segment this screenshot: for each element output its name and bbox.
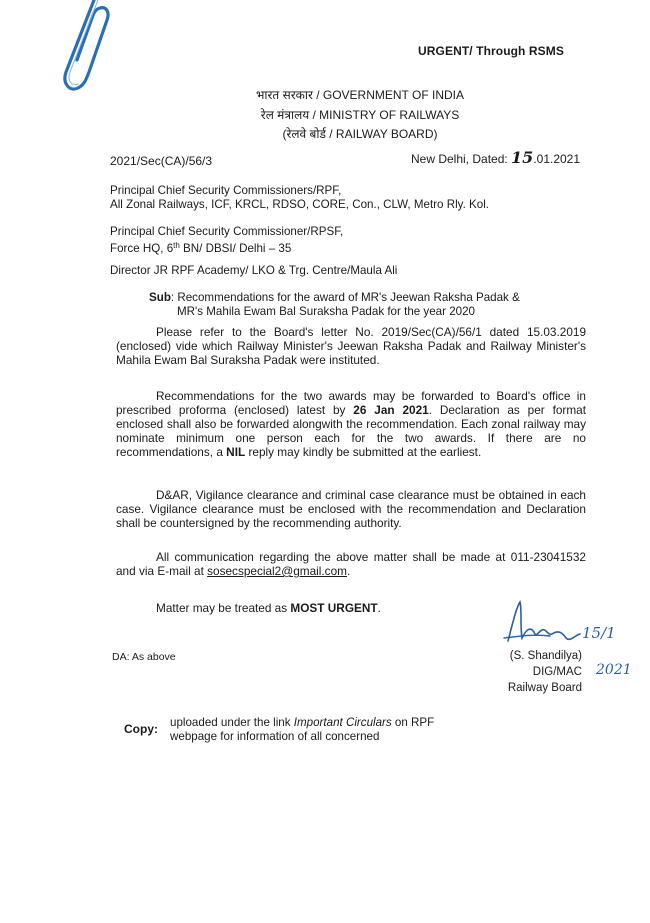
header-government: भारत सरकार / GOVERNMENT OF INDIA [255,88,464,102]
most-urgent-text: MOST URGENT [290,601,378,615]
deadline-date: 26 Jan 2021 [353,403,429,417]
header-board: (रेलवे बोर्ड / RAILWAY BOARD) [282,127,438,141]
subject-line: : Recommendations for the award of MR's Jeewan Raksha Padak & [170,291,520,304]
copy-text: uploaded under the link Important Circulars on RPF webpage for information of all concerned [170,716,435,743]
addressee-line: All Zonal Railways, ICF, KRCL, RDSO, CORE, Con., CLW, Metro Rly. Kol. [110,198,490,211]
signatory-name: (S. Shandilya) [509,650,582,662]
paragraph-urgent: Matter may be treated as MOST URGENT. [156,601,381,615]
date-day-handwritten: 15 [511,148,534,167]
date-line [411,148,580,167]
date-prefix: New Delhi, Dated: [411,152,512,166]
subject-label: Sub [149,291,171,304]
email-link[interactable]: sosecspecial2@gmail.com [207,564,347,578]
enclosure-note: DA: As above [112,651,176,663]
addressee-line: Principal Chief Security Commissioner/RPSF, [110,225,344,238]
addressee-line: Force HQ, 6th BN/ DBSI/ Delhi – 35 [110,241,292,255]
paragraph-reference: Please refer to the Board's letter No. 2019/Sec(CA)/56/1 dated 15.03.2019 (enclosed) vide which Railway Minister's Jeewan Raksha Padak and Railway Minister's Mahila Ewam Bal Suraksha Padak were instituted. [116,325,586,367]
addressee-pcsc-rpf [110,184,489,212]
paragraph-recommendations: Recommendations for the two awards may be forwarded to Board's office in prescribed proforma (enclosed) latest by 26 Jan 2021. Declaration as per format enclosed shall also be forwarded alongwith the recommendation. Each zonal railway may nominate minimum one person each for the two awards. If there are no recommendations, a NIL reply may kindly be submitted at the earliest. [116,389,587,459]
date-rest: .01.2021 [533,152,581,166]
reference-number: 2021/Sec(CA)/56/3 [110,154,213,168]
signatory-office: Railway Board [507,682,582,694]
subject-line: MR's Mahila Ewam Bal Suraksha Padak for the year 2020 [177,304,475,318]
important-circulars-link: Important Circulars [293,716,392,729]
urgent-stamp: URGENT/ Through RSMS [418,44,564,58]
signatory-block [496,648,582,696]
copy-label: Copy: [124,722,158,736]
subject-block [149,291,589,318]
addressee-pcsc-rpsf [110,225,343,256]
signatory-designation: DIG/MAC [532,666,582,678]
svg-text:15/1: 15/1 [582,624,616,642]
paragraph-clearance: D&AR, Vigilance clearance and criminal case clearance must be obtained in each case. Vigilance clearance must be enclosed with the recommendation and Declaration shall be countersigned by the recommending authority. [116,488,586,530]
svg-text:2021: 2021 [596,662,632,678]
nil-text: NIL [226,445,246,459]
addressee-line: Principal Chief Security Commissioners/RPF, [110,184,342,197]
paragraph-communication: All communication regarding the above matter shall be made at 011-23041532 and via E-mail at sosecspecial2@gmail.com. [116,550,586,578]
addressee-director: Director JR RPF Academy/ LKO & Trg. Centre/Maula Ali [110,264,398,277]
header-ministry: रेल मंत्रालय / MINISTRY OF RAILWAYS [260,108,460,122]
